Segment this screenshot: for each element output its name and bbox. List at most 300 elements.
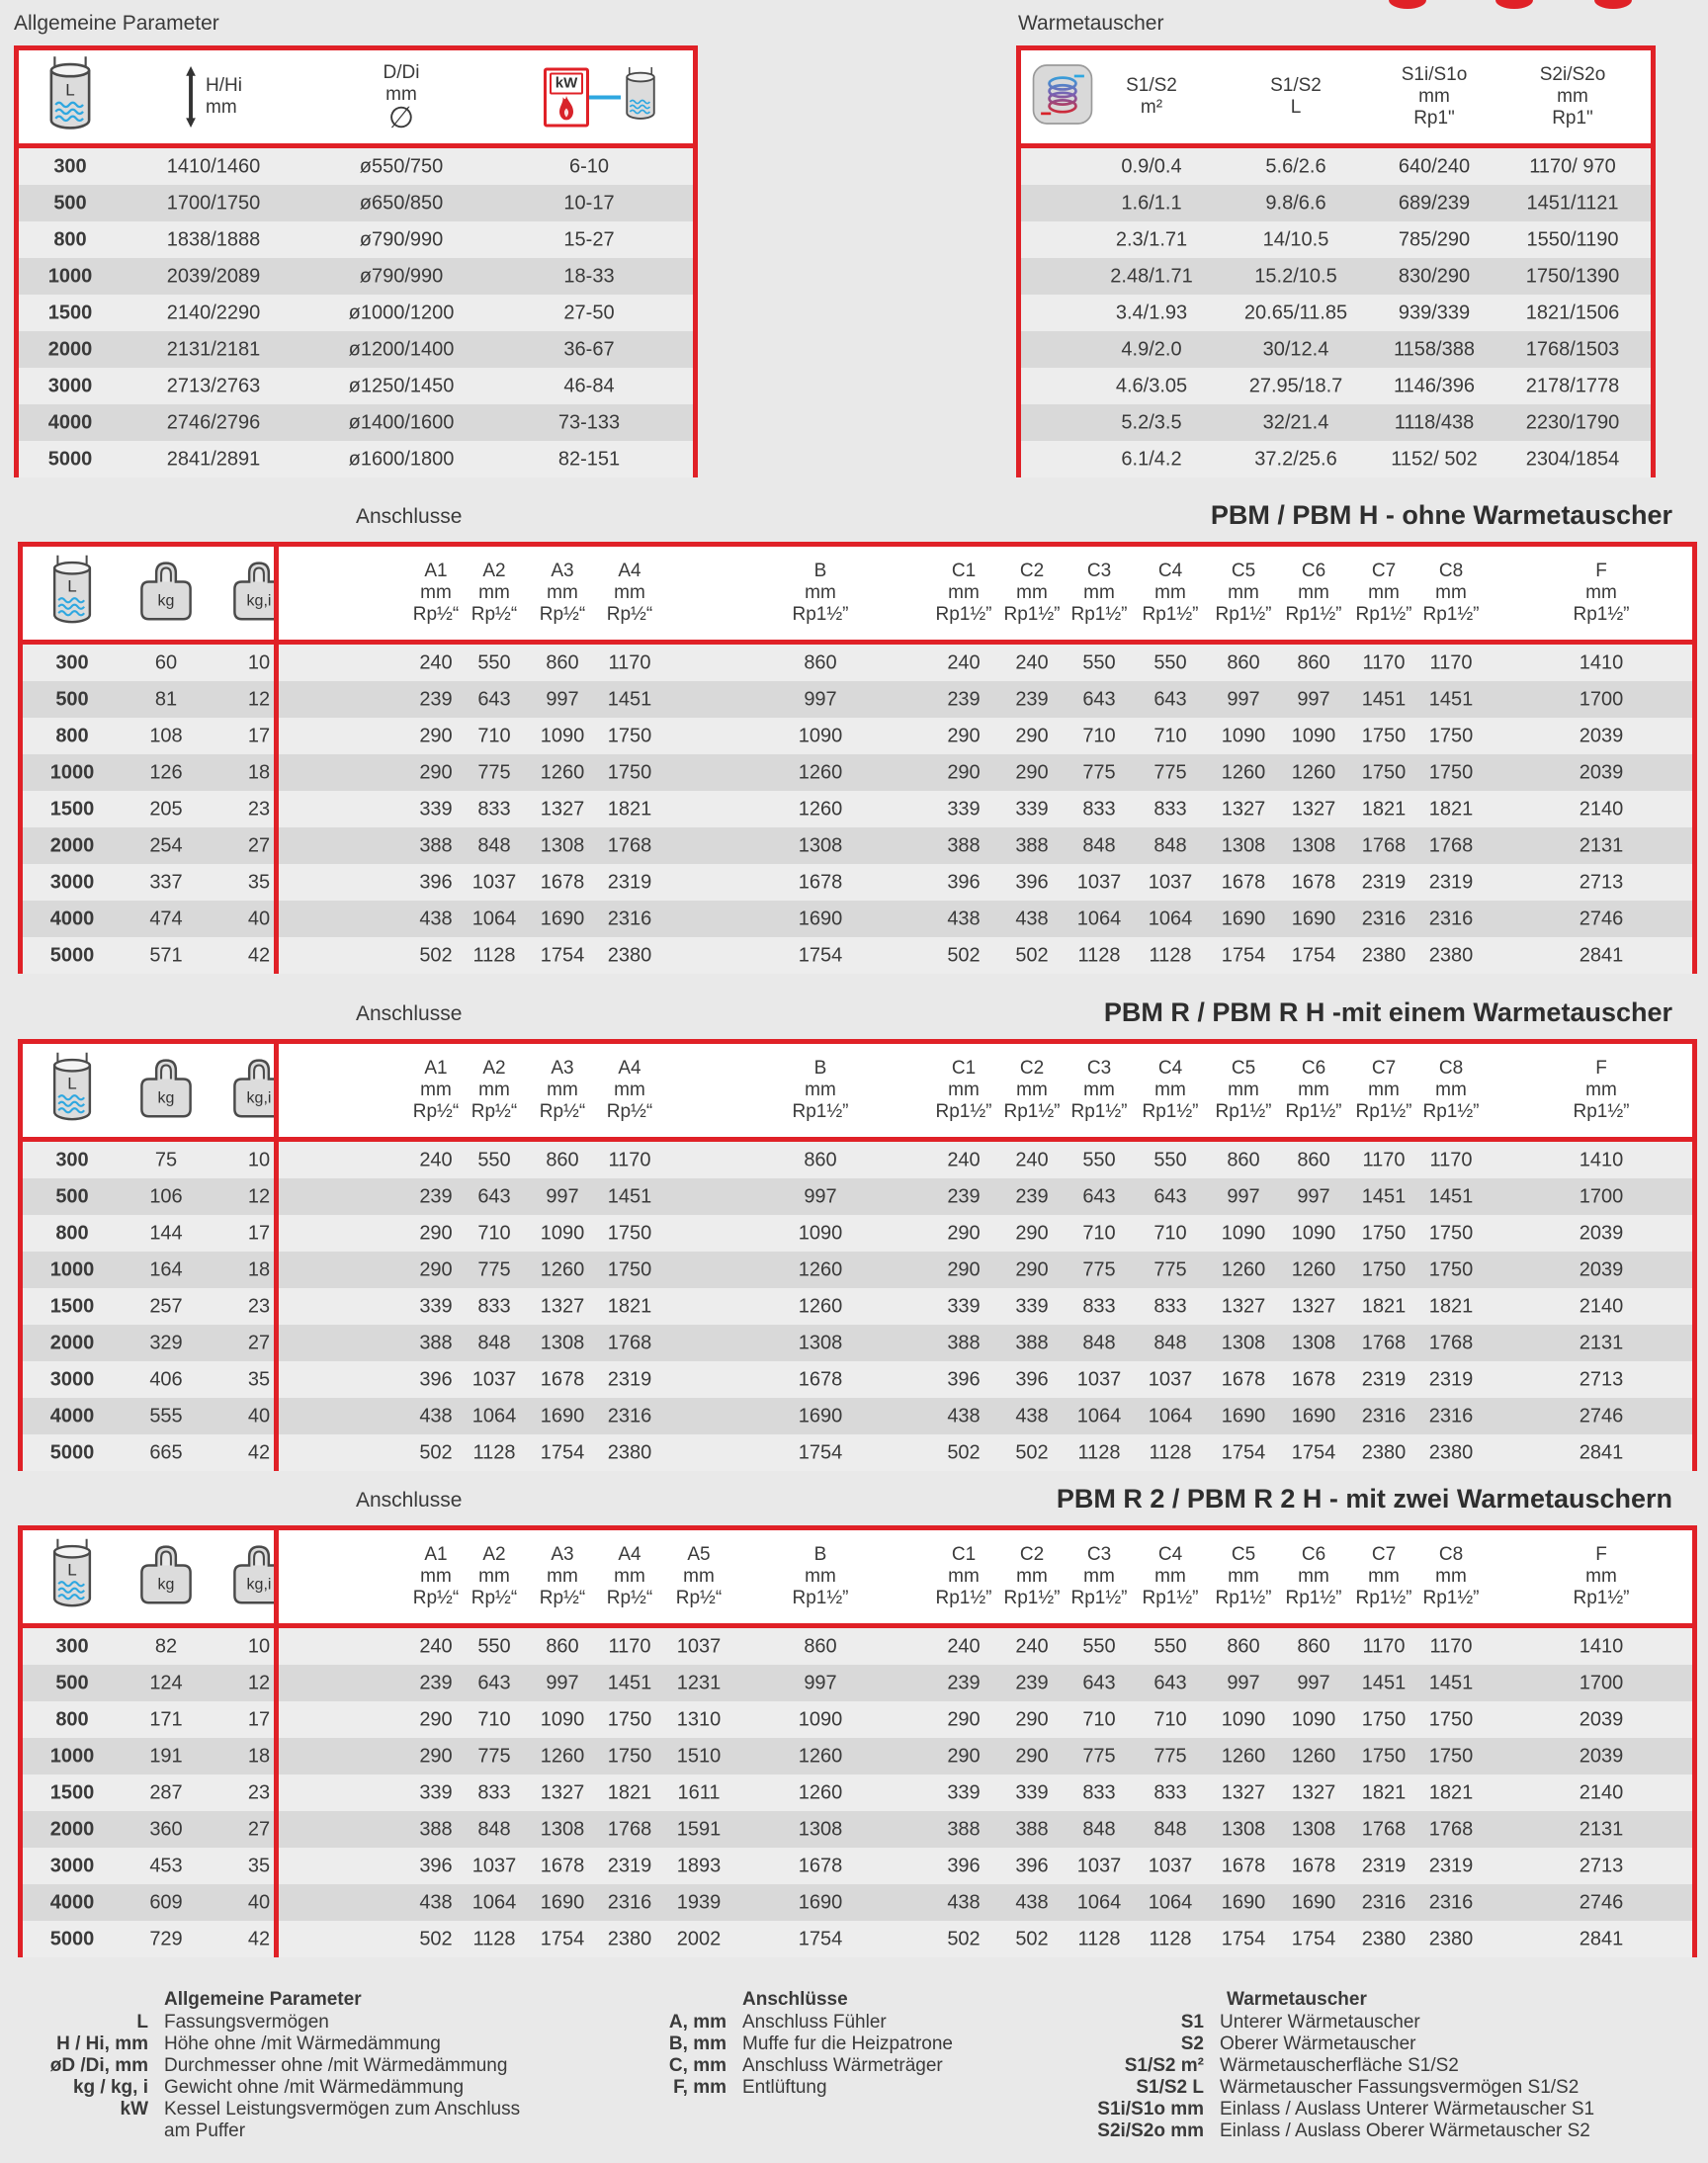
cell: 2316 — [1428, 908, 1474, 929]
cell: 2316 — [607, 1405, 652, 1427]
cell: 1260 — [798, 798, 843, 820]
cropped-logo-glyph — [1594, 0, 1632, 9]
table-row — [23, 681, 292, 718]
cell: 1750 — [607, 1258, 652, 1280]
cell: 1308 — [1221, 834, 1266, 856]
cell: 290 — [947, 1258, 981, 1280]
cell: 997 — [804, 1185, 837, 1207]
anschlusse-label: Anschlusse — [356, 505, 463, 528]
table-row — [23, 791, 292, 827]
cell: 290 — [419, 1258, 453, 1280]
cell: 860 — [1227, 651, 1260, 673]
legend-definition: Unterer Wärmetauscher — [1220, 2012, 1420, 2033]
column-header — [1270, 75, 1322, 119]
column-name: C6 — [1301, 1058, 1326, 1079]
column-header — [1355, 561, 1411, 626]
cell-diameter: ø650/850 — [359, 192, 444, 214]
cell-kw: 27-50 — [563, 302, 615, 323]
column-thread: Rp1½” — [792, 1588, 849, 1608]
cell: 710 — [1153, 725, 1187, 746]
cell-weight-insulated: 10 — [247, 1635, 271, 1657]
cell: 833 — [1153, 1295, 1187, 1317]
cell: 290 — [947, 1708, 981, 1730]
column-header — [471, 1058, 517, 1123]
cell-volume: 800 — [55, 1708, 89, 1730]
cell-volume: 1000 — [49, 1745, 95, 1767]
table-row — [23, 1142, 292, 1178]
table-row — [23, 937, 292, 974]
cell: 1700 — [1579, 688, 1624, 710]
cell: 1611 — [677, 1781, 721, 1803]
column-header — [471, 1544, 517, 1609]
cell: 1170/ 970 — [1529, 155, 1616, 177]
cell: 1170 — [1429, 651, 1473, 673]
column-thread: Rp1½” — [1422, 1588, 1480, 1608]
column-unit: mm — [1083, 582, 1115, 603]
column-unit: mm — [948, 1566, 980, 1587]
cell: 2.3/1.71 — [1115, 228, 1188, 250]
table-row — [1021, 404, 1651, 441]
legend-definition: Entlüftung — [742, 2077, 827, 2098]
cell: 939/339 — [1398, 302, 1471, 323]
column-name: A4 — [618, 1544, 641, 1565]
cell: 1690 — [798, 1405, 843, 1427]
column-unit: mm — [614, 1566, 645, 1587]
cell-weight-insulated: 17 — [247, 1222, 271, 1244]
column-name: C7 — [1371, 1058, 1397, 1079]
cell: 1231 — [676, 1672, 722, 1693]
cell: 860 — [804, 651, 837, 673]
legend-item — [574, 2055, 989, 2077]
column-header — [1142, 561, 1198, 626]
column-unit: mm — [1228, 1566, 1259, 1587]
cell-height: 2713/2763 — [166, 375, 261, 396]
cell: 396 — [947, 1855, 981, 1876]
weights-table-pbm-r — [18, 1039, 292, 1471]
table-row — [279, 681, 1692, 718]
general-parameters-header — [19, 50, 693, 148]
connections-column-headers — [279, 547, 1692, 640]
cell: 997 — [1297, 688, 1330, 710]
table-row — [279, 1774, 1692, 1811]
cell: 6.1/4.2 — [1121, 448, 1182, 470]
cell: 2140 — [1579, 1781, 1624, 1803]
cell: 643 — [477, 688, 511, 710]
cell: 290 — [419, 1222, 453, 1244]
cell-kw: 36-67 — [563, 338, 615, 360]
cell: 1152/ 502 — [1391, 448, 1478, 470]
cell: 1678 — [540, 1855, 585, 1876]
cell: 2131 — [1579, 1332, 1624, 1353]
cell: 2319 — [1361, 871, 1407, 893]
cell-height: 2140/2290 — [166, 302, 261, 323]
table-row — [23, 1848, 292, 1884]
cell-volume: 800 — [55, 725, 89, 746]
cell: 438 — [419, 1891, 453, 1913]
column-header — [1422, 1544, 1479, 1609]
table-row — [279, 1142, 1692, 1178]
column-header — [1573, 1544, 1629, 1609]
cell: 3.4/1.93 — [1115, 302, 1188, 323]
cell: 1260 — [798, 1745, 843, 1767]
cell: 339 — [947, 1295, 981, 1317]
column-unit: mm — [547, 582, 578, 603]
weights-body — [18, 645, 292, 974]
column-name: S1/S2 — [1270, 75, 1322, 96]
cell: 1754 — [540, 944, 585, 966]
cell: 290 — [1015, 725, 1049, 746]
table-row — [279, 1252, 1692, 1288]
legend-general — [0, 1989, 568, 2142]
cell: 2039 — [1579, 1258, 1624, 1280]
cell: 1750 — [607, 1708, 652, 1730]
cell: 1678 — [798, 871, 843, 893]
table-row — [1021, 368, 1651, 404]
legend-exchanger — [988, 1989, 1700, 2142]
cell: 1821 — [1361, 1295, 1407, 1317]
cell: 1064 — [1076, 1405, 1122, 1427]
legend-definition: Anschluss Wärmeträger — [742, 2055, 943, 2076]
cell: 1678 — [540, 871, 585, 893]
cell: 1260 — [1291, 1258, 1336, 1280]
cell-volume: 300 — [55, 651, 89, 673]
cell-volume: 5000 — [47, 448, 93, 470]
cell: 1690 — [1291, 1891, 1336, 1913]
cell: 1700 — [1579, 1185, 1624, 1207]
legend-items — [574, 2012, 989, 2099]
legend-definition: Wärmetauscherfläche S1/S2 — [1220, 2055, 1459, 2076]
cell: 2039 — [1579, 725, 1624, 746]
cell: 860 — [1297, 651, 1330, 673]
column-name: C6 — [1301, 1544, 1326, 1565]
cell: 1750 — [607, 1745, 652, 1767]
table-row — [19, 331, 693, 368]
cell: 339 — [1015, 798, 1049, 820]
cell: 30/12.4 — [1262, 338, 1329, 360]
cell-volume: 4000 — [49, 908, 95, 929]
column-thread: Rp1½” — [1355, 604, 1412, 625]
column-header — [1285, 1544, 1341, 1609]
table-row — [279, 1665, 1692, 1701]
column-thread: Rp1½” — [1142, 604, 1199, 625]
cell: 550 — [1153, 1635, 1187, 1657]
column-header — [1422, 561, 1479, 626]
connections-table-pbm-r — [274, 1039, 1697, 1471]
cell: 388 — [947, 1332, 981, 1353]
cell: 1768 — [1361, 1332, 1407, 1353]
table-row — [23, 754, 292, 791]
table-row — [1021, 331, 1651, 368]
legend-items — [988, 2012, 1700, 2142]
cell: 290 — [419, 1745, 453, 1767]
column-name: A1 — [424, 1544, 448, 1565]
cell: 1170 — [608, 1635, 651, 1657]
table-row — [1021, 441, 1651, 477]
column-name: F — [1595, 1058, 1607, 1079]
cell: 502 — [419, 1928, 453, 1949]
cell: 502 — [947, 1441, 981, 1463]
cell: 438 — [1015, 908, 1049, 929]
cell: 339 — [947, 1781, 981, 1803]
cell: 1821 — [1361, 1781, 1407, 1803]
cell: 388 — [419, 1818, 453, 1840]
column-thread: Rp½“ — [412, 604, 460, 625]
column-header — [1126, 75, 1177, 119]
column-unit: mm — [1016, 1566, 1048, 1587]
column-unit: mm — [420, 582, 452, 603]
cell-height: 1838/1888 — [166, 228, 261, 250]
cell: 240 — [947, 651, 981, 673]
table-row — [19, 185, 693, 221]
cell-weight-insulated: 17 — [247, 1708, 271, 1730]
cell: 1893 — [676, 1855, 722, 1876]
column-unit: mm — [1154, 582, 1186, 603]
column-thread: Rp1½” — [1003, 1588, 1061, 1608]
cell: 2140 — [1579, 1295, 1624, 1317]
column-unit: mm — [1368, 582, 1400, 603]
table-row — [279, 827, 1692, 864]
cell: 339 — [419, 1295, 453, 1317]
table-row — [23, 1774, 292, 1811]
column-unit: mm — [1368, 1080, 1400, 1100]
table-row — [279, 1434, 1692, 1471]
cell: 1308 — [798, 1332, 843, 1353]
table-row — [279, 791, 1692, 827]
cell: 1678 — [1291, 1855, 1336, 1876]
column-thread: Rp1½” — [1070, 1588, 1128, 1608]
cell: 388 — [419, 1332, 453, 1353]
column-header — [413, 1058, 459, 1123]
cell: 2746 — [1579, 908, 1624, 929]
cell: 2039 — [1579, 1745, 1624, 1767]
column-header — [1142, 1058, 1198, 1123]
cell: 37.2/25.6 — [1254, 448, 1337, 470]
cell: 2380 — [607, 1441, 652, 1463]
cell: 1678 — [1221, 1368, 1266, 1390]
legend-term: øD /Di, mm — [49, 2055, 148, 2076]
column-unit: mm — [1154, 1080, 1186, 1100]
column-header — [1003, 1058, 1060, 1123]
cell: 1037 — [1148, 1368, 1193, 1390]
cell: 775 — [1153, 761, 1187, 783]
cell: 2039 — [1579, 761, 1624, 783]
cell-weight: 205 — [149, 798, 183, 820]
table-row — [23, 1178, 292, 1215]
cell: 290 — [1015, 761, 1049, 783]
column-header — [540, 1544, 585, 1609]
column-thread: Rp1½” — [792, 1101, 849, 1122]
cell: 2039 — [1579, 1708, 1624, 1730]
cell: 848 — [1082, 1332, 1116, 1353]
column-name: C7 — [1371, 1544, 1397, 1565]
column-name: A2 — [482, 561, 506, 581]
cell: 1821 — [607, 798, 652, 820]
cell: 339 — [947, 798, 981, 820]
cell: 550 — [1153, 651, 1187, 673]
cell: 2746 — [1579, 1891, 1624, 1913]
cell: 1260 — [1221, 1745, 1266, 1767]
cell-volume: 1500 — [49, 1295, 95, 1317]
column-thread: Rp½“ — [470, 1588, 518, 1608]
cell: 1754 — [1221, 944, 1266, 966]
cell: 1768 — [1361, 834, 1407, 856]
cell: 1678 — [1291, 1368, 1336, 1390]
table-row — [23, 718, 292, 754]
table-row — [23, 827, 292, 864]
cell: 1260 — [1221, 761, 1266, 783]
cell: 1327 — [540, 1295, 585, 1317]
column-header — [413, 561, 459, 626]
cell-volume: 3000 — [49, 871, 95, 893]
cell: 388 — [947, 834, 981, 856]
cell: 848 — [1082, 1818, 1116, 1840]
column-thread: Rp1½” — [1215, 604, 1272, 625]
cell: 997 — [1227, 1672, 1260, 1693]
cell: 1591 — [676, 1818, 722, 1840]
cell: 396 — [419, 1855, 453, 1876]
cell-weight: 81 — [154, 688, 178, 710]
cell: 550 — [477, 651, 511, 673]
cell: 1260 — [798, 761, 843, 783]
cell: 1821 — [607, 1781, 652, 1803]
cell: 5.6/2.6 — [1265, 155, 1326, 177]
column-header — [1573, 561, 1629, 626]
column-header — [413, 1544, 459, 1609]
cell-weight-insulated: 27 — [247, 1332, 271, 1353]
cell: 239 — [947, 688, 981, 710]
cell: 388 — [947, 1818, 981, 1840]
cell: 396 — [1015, 871, 1049, 893]
column-name: C7 — [1371, 561, 1397, 581]
cropped-logo-glyph — [1389, 0, 1426, 9]
cell: 290 — [947, 1745, 981, 1767]
column-header — [792, 561, 848, 626]
cell-weight-insulated: 40 — [247, 908, 271, 929]
cell: 2.48/1.71 — [1110, 265, 1193, 287]
anschlusse-label: Anschlusse — [356, 1002, 463, 1025]
column-thread: Rp1½” — [1142, 1588, 1199, 1608]
cell: 1310 — [676, 1708, 722, 1730]
table-row — [23, 1361, 292, 1398]
cell: 848 — [1153, 1332, 1187, 1353]
column-thread: Rp½“ — [539, 1101, 586, 1122]
column-name: A3 — [551, 1058, 574, 1079]
tank-label: L — [65, 80, 75, 100]
column-unit: mm — [420, 1080, 452, 1100]
column-header — [1285, 1058, 1341, 1123]
cell-weight: 126 — [149, 761, 183, 783]
cell: 1678 — [1221, 871, 1266, 893]
cell-volume: 500 — [55, 1672, 89, 1693]
table-row — [19, 221, 693, 258]
cell: 689/239 — [1398, 192, 1471, 214]
table-row — [23, 1628, 292, 1665]
cell: 396 — [419, 871, 453, 893]
legend-definition: Durchmesser ohne /mit Wärmedämmung — [164, 2055, 508, 2076]
column-header — [1573, 1058, 1629, 1123]
cell: 396 — [419, 1368, 453, 1390]
table-row — [23, 901, 292, 937]
cell: 1690 — [540, 908, 585, 929]
column-header — [1070, 561, 1127, 626]
cell: 1750 — [1361, 1222, 1407, 1244]
cell-volume: 500 — [55, 688, 89, 710]
cell: 1260 — [798, 1295, 843, 1317]
cell: 2316 — [607, 1891, 652, 1913]
table-row — [23, 1665, 292, 1701]
connections-body — [279, 1142, 1692, 1471]
legend-term: L — [136, 2012, 148, 2033]
cell: 833 — [1082, 798, 1116, 820]
capacity-tank-icon — [46, 1537, 98, 1617]
cell-weight: 75 — [154, 1149, 178, 1170]
cell: 1158/388 — [1394, 338, 1475, 360]
cell: 290 — [947, 1222, 981, 1244]
cell: 1037 — [676, 1635, 722, 1657]
column-name: C1 — [951, 561, 977, 581]
legend-definition: Wärmetauscher Fassungsvermögen S1/S2 — [1220, 2077, 1580, 2098]
cell: 2039 — [1579, 1222, 1624, 1244]
cell-weight-insulated: 18 — [247, 1258, 271, 1280]
weight-label: kg — [157, 592, 175, 610]
cell: 997 — [546, 1185, 579, 1207]
weight-insulated-label: kg,i — [246, 1576, 272, 1594]
cell: 14/10.5 — [1262, 228, 1329, 250]
cell: 339 — [1015, 1295, 1049, 1317]
table-row — [1021, 185, 1651, 221]
cell: 2713 — [1579, 1855, 1624, 1876]
cell: 848 — [477, 834, 511, 856]
cell: 1308 — [540, 1818, 585, 1840]
cell: 1308 — [540, 1332, 585, 1353]
cell: 1451 — [1428, 1672, 1474, 1693]
table-row — [279, 1325, 1692, 1361]
cell: 1037 — [471, 1368, 517, 1390]
heat-exchanger-body — [1021, 148, 1651, 477]
column-name: C8 — [1438, 1544, 1464, 1565]
table-row — [23, 1701, 292, 1738]
cell: 290 — [947, 725, 981, 746]
column-header — [1215, 1544, 1271, 1609]
column-unit: mm — [1228, 1080, 1259, 1100]
cell: 2131 — [1579, 834, 1624, 856]
cell-weight: 555 — [149, 1405, 183, 1427]
cell-volume: 3000 — [47, 375, 93, 396]
table-row — [23, 1288, 292, 1325]
cell: 20.65/11.85 — [1243, 302, 1348, 323]
column-thread: Rp1½” — [1355, 1101, 1412, 1122]
column-header — [1355, 1544, 1411, 1609]
cell-kw: 6-10 — [568, 155, 610, 177]
cell: 438 — [419, 1405, 453, 1427]
cell-diameter: ø1600/1800 — [348, 448, 455, 470]
cell-weight: 164 — [149, 1258, 183, 1280]
legend-definition: Gewicht ohne /mit Wärmedämmung — [164, 2077, 465, 2098]
cell: 833 — [1153, 798, 1187, 820]
table-row — [19, 148, 693, 185]
legend-item — [988, 2012, 1700, 2033]
cell: 1678 — [1291, 871, 1336, 893]
cell-volume: 2000 — [49, 1332, 95, 1353]
cell: 2319 — [607, 1368, 652, 1390]
cell: 1128 — [1149, 944, 1192, 966]
cell: 1690 — [1221, 1405, 1266, 1427]
cell: 1750 — [1428, 1258, 1474, 1280]
column-unit: mm — [948, 1080, 980, 1100]
cell-weight-insulated: 23 — [247, 1781, 271, 1803]
cell: 2380 — [607, 944, 652, 966]
cell-weight-insulated: 42 — [247, 1928, 271, 1949]
